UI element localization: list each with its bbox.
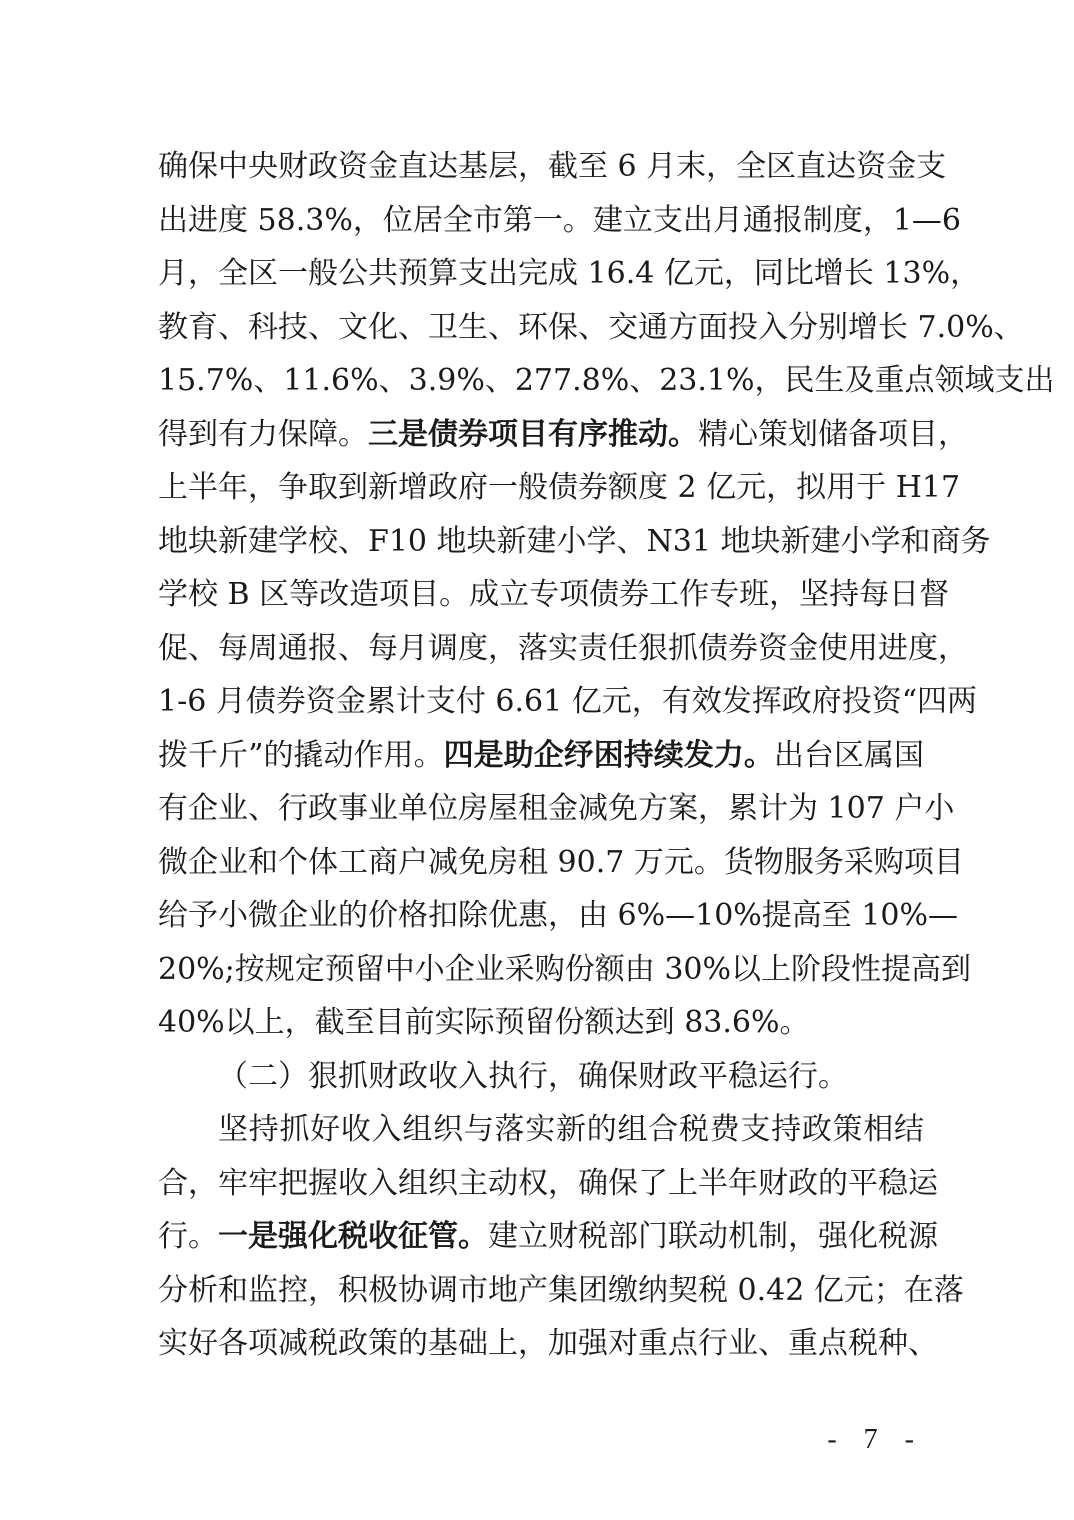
text-line: 分析和监控，积极协调市地产集团缴纳契税 0.42 亿元；在落 [158, 1272, 964, 1308]
text-line: 给予小微企业的价格扣除优惠，由 6%—10%提高至 10%— [158, 898, 959, 933]
text-line: 坚持抓好收入组织与落实新的组合税费支持政策相结 [218, 1112, 924, 1147]
page-number: - 7 - [827, 1424, 924, 1455]
text-run: 行。 [158, 1219, 218, 1254]
text-line: 合，牢牢把握收入组织主动权，确保了上半年财政的平稳运 [158, 1165, 938, 1201]
text-line: 实好各项减税政策的基础上，加强对重点行业、重点税种、 [158, 1326, 938, 1361]
text-line: 有企业、行政事业单位房屋租金减免方案，累计为 107 户小 [158, 791, 955, 826]
text-line: 20%;按规定预留中小企业采购份额由 30%以上阶段性提高到 [158, 951, 972, 987]
bold-highlight: 一是强化税收征管。 [218, 1219, 488, 1254]
text-line: 教育、科技、文化、卫生、环保、交通方面投入分别增长 7.0%、 [158, 309, 1024, 345]
text-line [158, 1210, 938, 1264]
text-line: 地块新建学校、F10 地块新建小学、N31 地块新建小学和商务 [158, 523, 991, 559]
text-run: 拨千斤”的撬动作用。 [158, 737, 444, 773]
text-run: 得到有力保障。 [158, 416, 368, 452]
text-line: 40%以上，截至目前实际预留份额达到 83.6%。 [158, 1005, 810, 1040]
text-line: 学校 B 区等改造项目。成立专项债券工作专班，坚持每日督 [158, 577, 950, 612]
text-run: 精心策划储备项目， [698, 416, 968, 452]
text-line: 1-6 月债券资金累计支付 6.61 亿元，有效发挥政府投资“四两 [158, 684, 978, 719]
text-line: 确保中央财政资金直达基层，截至 6 月末，全区直达资金支 [158, 149, 947, 184]
bold-highlight: 四是助企纾困持续发力。 [443, 737, 774, 773]
section-heading: （二）狠抓财政收入执行，确保财政平稳运行。 [218, 1058, 848, 1094]
text-line: 月，全区一般公共预算支出完成 16.4 亿元，同比增长 13%， [158, 256, 981, 291]
text-line: 15.7%、11.6%、3.9%、277.8%、23.1%，民生及重点领域支出 [158, 363, 1055, 398]
text-line: 促、每周通报、每月调度，落实责任狠抓债券资金使用进度， [158, 630, 968, 666]
document-body [158, 140, 1055, 1371]
text-line: 微企业和个体工商户减免房租 90.7 万元。货物服务采购项目 [158, 844, 964, 880]
text-line: 上半年，争取到新增政府一般债券额度 2 亿元，拟用于 H17 [158, 470, 961, 505]
text-line: 出进度 58.3%，位居全市第一。建立支出月通报制度，1—6 [158, 202, 962, 238]
bold-highlight: 三是债券项目有序推动。 [368, 416, 698, 452]
text-run: 建立财税部门联动机制，强化税源 [488, 1219, 938, 1254]
text-run: 出台区属国 [773, 737, 925, 773]
text-line [158, 408, 968, 462]
text-line [158, 729, 924, 783]
